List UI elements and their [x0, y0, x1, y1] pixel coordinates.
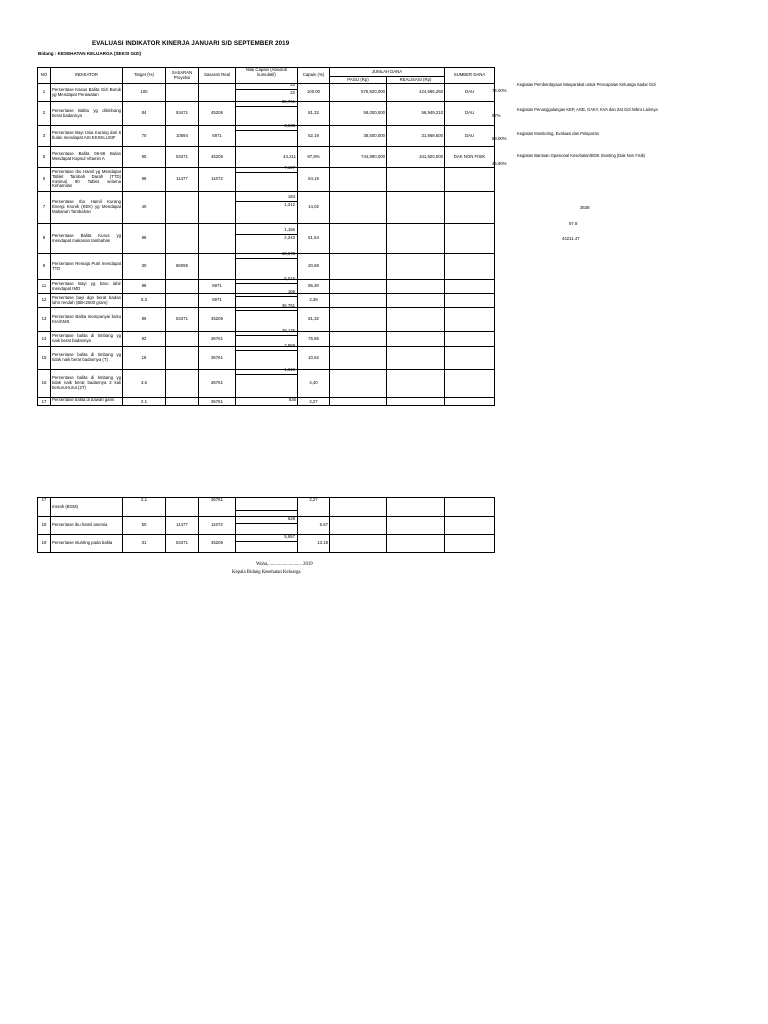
- row-realisasi: 341,920,000: [387, 147, 445, 168]
- col-header-no: NO: [38, 68, 51, 84]
- row-pagu: [330, 398, 387, 406]
- row-realisasi: [387, 370, 445, 398]
- row-pagu: 59,000,000: [330, 102, 387, 126]
- table-row: [38, 224, 495, 254]
- row-indikator: Persentase Ibu Hamil yg Mendapat Tablet Tambah Darah (TTD) minimal 90 Tablet selama Kehamilan: [51, 168, 123, 192]
- row-pagu: [330, 535, 387, 553]
- row-pagu: [330, 498, 387, 517]
- table-row: [38, 370, 495, 398]
- row-target: 86: [123, 308, 166, 332]
- col-header-capain: Capain (%): [298, 68, 330, 84]
- row-sasaran-real: 36761: [199, 498, 236, 517]
- row-sumber-dana: [445, 370, 495, 398]
- side-percentage: 83.00%: [492, 136, 507, 141]
- row-sasaran-proyeksi: [166, 280, 199, 294]
- side-note: Kegiatan Penanggulangan KEP, AGB, GAKY, KVA dan Zat Gizi Mikro Lainnya: [517, 107, 658, 112]
- row-nilai-capain: 836: [236, 398, 298, 406]
- row-target: 88: [123, 280, 166, 294]
- table-row: [38, 332, 495, 347]
- row-sasaran-proyeksi: [166, 498, 199, 517]
- row-sasaran-proyeksi: 53471: [166, 308, 199, 332]
- row-capain: 64,19: [298, 168, 330, 192]
- nilai-numerator: 3,638: [284, 123, 295, 128]
- row-sasaran-proyeksi: [166, 224, 199, 254]
- row-sasaran-real: 11072: [199, 168, 236, 192]
- side-percentage: 45.90%: [492, 161, 507, 166]
- row-sasaran-proyeksi: [166, 332, 199, 347]
- nilai-denominator: 1,312: [284, 202, 295, 207]
- nilai-numerator: 628: [287, 516, 295, 521]
- table-row: [38, 347, 495, 370]
- row-realisasi: [387, 308, 445, 332]
- row-sasaran-real: 45206: [199, 102, 236, 126]
- row-sumber-dana: [445, 398, 495, 406]
- row-sumber-dana: [445, 517, 495, 535]
- row-sasaran-proyeksi: [166, 347, 199, 370]
- row-realisasi: [387, 280, 445, 294]
- row-sumber-dana: DAU: [445, 102, 495, 126]
- row-realisasi: [387, 535, 445, 553]
- nilai-numerator: 13,678: [281, 251, 295, 256]
- row-realisasi: 56,949,210: [387, 102, 445, 126]
- row-realisasi: [387, 294, 445, 308]
- row-sasaran-real: 36761: [199, 398, 236, 406]
- row-target: 88: [123, 224, 166, 254]
- row-indikator: Persentase Ibu Hamil Kurang Energi Kronik (KEK) yg Mendapat Makanan Tambahan: [51, 192, 123, 224]
- row-capain: 4,40: [298, 370, 330, 398]
- row-sasaran-real: 6971: [199, 280, 236, 294]
- col-header-realisasi: REALISASI (Rp): [387, 77, 445, 84]
- col-header-nilai-capain: Nilai Capain (Absolut/ kumulatif): [236, 68, 298, 84]
- row-sasaran-real: 6971: [199, 126, 236, 147]
- nilai-capain-cell: [236, 517, 298, 535]
- row-no: 2: [38, 102, 51, 126]
- fraction-line: [236, 89, 297, 90]
- row-sasaran-proyeksi: [166, 294, 199, 308]
- nilai-numerator: 28,176: [281, 328, 295, 333]
- fraction-line: [236, 283, 297, 284]
- row-sasaran-proyeksi: [166, 84, 199, 102]
- table-row: [38, 308, 495, 332]
- fraction-line: [236, 296, 297, 297]
- row-sumber-dana: [445, 535, 495, 553]
- row-no: 19: [38, 535, 51, 553]
- fraction-line: [236, 350, 297, 351]
- table-row: [38, 168, 495, 192]
- row-target: 31: [123, 535, 166, 553]
- row-sumber-dana: [445, 332, 495, 347]
- row-indikator: Persentase Kasus Balita Gizi Buruk yg Mendapat Perawatan: [51, 84, 123, 102]
- row-pagu: [330, 294, 387, 308]
- nilai-numerator: 1,618: [284, 367, 295, 372]
- table-row: [38, 102, 495, 126]
- row-realisasi: [387, 332, 445, 347]
- row-sasaran-real: [199, 84, 236, 102]
- col-header-indikator: INDIKATOR: [51, 68, 123, 84]
- row-no: 7: [38, 192, 51, 224]
- row-realisasi: [387, 517, 445, 535]
- row-realisasi: [387, 398, 445, 406]
- row-realisasi: [387, 224, 445, 254]
- row-capain: 2,38: [298, 294, 330, 308]
- row-no: 11: [38, 280, 51, 294]
- row-sumber-dana: [445, 192, 495, 224]
- row-pagu: [330, 192, 387, 224]
- row-sumber-dana: [445, 280, 495, 294]
- row-no: 6: [38, 168, 51, 192]
- row-pagu: [330, 370, 387, 398]
- side-note: Kegiatan Pemberdayaan Masyarakat untuk Pencapaian Keluarga Sadar Gizi: [517, 82, 657, 87]
- row-target: 8.3: [123, 294, 166, 308]
- row-nilai-capain: 44,211: [236, 147, 298, 168]
- misc-number: 3638: [580, 205, 590, 210]
- table-row-partial: [38, 498, 495, 517]
- row-sasaran-real: [199, 192, 236, 224]
- row-sumber-dana: [445, 498, 495, 517]
- row-no: 8: [38, 224, 51, 254]
- row-sasaran-real: 6971: [199, 294, 236, 308]
- col-header-sasaran-proyeksi: SASARAN Proyeksi: [166, 68, 199, 84]
- col-header-sasaran-real: Sasaran Real: [199, 68, 236, 84]
- row-sasaran-proyeksi: 11477: [166, 168, 199, 192]
- row-sasaran-proyeksi: 53471: [166, 147, 199, 168]
- table-row: [38, 84, 495, 102]
- table-row: [38, 517, 495, 535]
- row-indikator: Persentase ibu hamil anemia: [51, 517, 123, 535]
- table-row: [38, 294, 495, 308]
- signature-place-date: Woha,............................ 2019: [256, 562, 313, 567]
- row-no: 1: [38, 84, 51, 102]
- row-indikator: Persentase Balita mempunyai buku KIA/KMS: [51, 308, 123, 332]
- row-capain: 86,30: [298, 280, 330, 294]
- row-capain: 76,65: [298, 332, 330, 347]
- row-indikator: Persentase balita di timbang yg tidak naik berat badannya (T): [51, 347, 123, 370]
- row-realisasi: 31,868,600: [387, 126, 445, 147]
- row-sumber-dana: DAU: [445, 126, 495, 147]
- row-capain: 100.00: [298, 84, 330, 102]
- row-sasaran-proyeksi: [166, 370, 199, 398]
- nilai-numerator: 3,868: [284, 343, 295, 348]
- row-indikator: Persentase Bayi yg baru lahir mendapat IMD: [51, 280, 123, 294]
- row-indikator: Persentase Balita yg ditimbang berat badannya: [51, 102, 123, 126]
- nilai-numerator: 1,156: [284, 227, 295, 232]
- table-row: [38, 126, 495, 147]
- nilai-capain-cell: [236, 165, 298, 192]
- row-sasaran-proyeksi: 11477: [166, 517, 199, 535]
- table-row: [38, 535, 495, 553]
- nilai-denominator: 22: [290, 90, 295, 95]
- nilai-numerator: 6,016: [284, 276, 295, 281]
- table-row: [38, 192, 495, 224]
- row-target: 3.6: [123, 370, 166, 398]
- side-note: Kegiatan Bantuan Opesional Kesehatan/BOK Stunting (Dak Non Fisik): [517, 153, 646, 158]
- nilai-capain-cell: [236, 224, 298, 254]
- row-indikator: Persentase Remaja Putri mendapat TTD: [51, 254, 123, 280]
- fraction-line: [236, 130, 297, 131]
- row-target: 2.1: [123, 498, 166, 517]
- fraction-line: [236, 258, 297, 259]
- row-realisasi: [387, 192, 445, 224]
- row-sasaran-real: 36761: [199, 347, 236, 370]
- row-sumber-dana: [445, 224, 495, 254]
- row-sasaran-real: 45206: [199, 147, 236, 168]
- row-sasaran-real: [199, 224, 236, 254]
- nilai-numerator: 7,107: [284, 165, 295, 170]
- nilai-denominator: 2,243: [284, 235, 295, 240]
- table-row: [38, 147, 495, 168]
- row-pagu: [330, 332, 387, 347]
- row-sasaran-proyeksi: 86095: [166, 254, 199, 280]
- indicator-table: [37, 67, 495, 406]
- nilai-capain-cell: [236, 367, 298, 398]
- table-row-partial: [38, 398, 495, 406]
- row-realisasi: [387, 347, 445, 370]
- row-capain: 5.67: [298, 517, 330, 535]
- row-sasaran-proyeksi: [166, 398, 199, 406]
- side-note: Kegiatan Monitoring, Evaluasi dan Pelaporan: [517, 131, 599, 136]
- row-pagu: [330, 308, 387, 332]
- nilai-numerator: 36,761: [281, 99, 295, 104]
- row-sasaran-proyeksi: 53471: [166, 535, 199, 553]
- page-subtitle: Bidang : KESEHATAN KELUARGA (SEKSI GIZI): [38, 51, 142, 56]
- row-target: 100: [123, 84, 166, 102]
- row-capain: 51,54: [298, 224, 330, 254]
- row-realisasi: [387, 498, 445, 517]
- row-capain: 97,8%: [298, 147, 330, 168]
- nilai-capain-cell: [236, 498, 298, 517]
- row-sasaran-real: 11072: [199, 517, 236, 535]
- indicator-table-continued: [37, 497, 495, 553]
- row-indikator: merah (BGM): [51, 498, 123, 517]
- fraction-line: [236, 541, 297, 542]
- row-target: 40: [123, 192, 166, 224]
- side-percentage: 74.00%: [492, 88, 507, 93]
- row-pagu: [330, 280, 387, 294]
- row-realisasi: [387, 254, 445, 280]
- row-target: 70: [123, 126, 166, 147]
- row-capain: 14,02: [298, 192, 330, 224]
- row-target: 50: [123, 517, 166, 535]
- row-no: 5: [38, 147, 51, 168]
- row-sumber-dana: DAU: [445, 84, 495, 102]
- row-capain: 10,52: [298, 347, 330, 370]
- side-percentage: 97%: [492, 113, 501, 118]
- row-target: 30: [123, 254, 166, 280]
- row-sasaran-real: 36761: [199, 332, 236, 347]
- row-target: 18: [123, 347, 166, 370]
- row-capain: 81,32: [298, 308, 330, 332]
- row-realisasi: [387, 168, 445, 192]
- row-pagu: 576,920,000: [330, 84, 387, 102]
- row-indikator: Persentase Balita Kurus yg mendapat makanan tambahan: [51, 224, 123, 254]
- row-sasaran-proyeksi: [166, 192, 199, 224]
- fraction-line: [236, 106, 297, 107]
- fraction-line: [236, 374, 297, 375]
- row-sumber-dana: [445, 254, 495, 280]
- row-capain: 13.18: [298, 535, 330, 553]
- row-indikator: Persentase Balita 06-59 Bulan Mendapat Kapsul Vitamin A: [51, 147, 123, 168]
- row-no: 13: [38, 308, 51, 332]
- row-pagu: [330, 517, 387, 535]
- col-header-jumlah-dana: JUMLAH DANA: [330, 68, 445, 77]
- row-capain: 2,27: [298, 498, 330, 517]
- row-sasaran-real: 45206: [199, 535, 236, 553]
- nilai-capain-cell: [236, 192, 298, 224]
- nilai-numerator: 5,957: [284, 534, 295, 539]
- row-target: 95: [123, 147, 166, 168]
- row-target: 2.1: [123, 398, 166, 406]
- row-pagu: [330, 224, 387, 254]
- row-sasaran-real: 45206: [199, 308, 236, 332]
- row-capain: 20,69: [298, 254, 330, 280]
- row-no: 9: [38, 254, 51, 280]
- nilai-capain-cell: [236, 535, 298, 553]
- row-target: 98: [123, 168, 166, 192]
- row-sumber-dana: [445, 168, 495, 192]
- row-sasaran-proyeksi: 10694: [166, 126, 199, 147]
- row-realisasi: 424,686,250: [387, 84, 445, 102]
- fraction-line: [236, 310, 297, 311]
- row-pagu: [330, 254, 387, 280]
- col-header-pagu: PAGU (Rp): [330, 77, 387, 84]
- row-target: 82: [123, 332, 166, 347]
- fraction-line: [236, 335, 297, 336]
- row-pagu: 744,890,000: [330, 147, 387, 168]
- page-title: EVALUASI INDIKATOR KINERJA JANUARI S/D SEPTEMBER 2019: [92, 40, 290, 47]
- table-row: [38, 280, 495, 294]
- signature-position: Kepala Bidang Kesehatan Keluarga: [232, 570, 301, 575]
- row-capain: 2,27: [298, 398, 330, 406]
- fraction-line: [236, 172, 297, 173]
- row-no: 17: [38, 398, 51, 406]
- row-sasaran-proyeksi: 53471: [166, 102, 199, 126]
- row-pagu: [330, 168, 387, 192]
- row-pagu: [330, 347, 387, 370]
- row-capain: 52,19: [298, 126, 330, 147]
- col-header-sumber-dana: SUMBER DANA: [445, 68, 495, 84]
- misc-number: 97.8: [569, 221, 578, 226]
- row-indikator: Persentase balita di bawah garis: [51, 398, 123, 406]
- row-sasaran-real: [199, 254, 236, 280]
- fraction-line: [236, 523, 297, 524]
- nilai-numerator: 36,761: [281, 303, 295, 308]
- row-indikator: Persentase bayi dgn berat badan lahir rendah (BB<2500 gram): [51, 294, 123, 308]
- row-sumber-dana: [445, 294, 495, 308]
- row-target: 84: [123, 102, 166, 126]
- row-no: 14: [38, 332, 51, 347]
- row-no: 18: [38, 517, 51, 535]
- row-indikator: Persentase Bayi Usia Kurang dari 6 bulan mendapat ASI EKSKLUSIF: [51, 126, 123, 147]
- nilai-numerator: 22: [290, 82, 295, 87]
- row-no: 12: [38, 294, 51, 308]
- row-indikator: Persentase balita di timbang yg tidak naik berat badannya 2 kali berturut-turut (2T): [51, 370, 123, 398]
- table-row: [38, 254, 495, 280]
- row-indikator: Persentase balita di timbang yg naik berat badannya: [51, 332, 123, 347]
- fraction-line: [236, 510, 297, 511]
- col-header-target: Target (%): [123, 68, 166, 84]
- row-sumber-dana: DAK NON FISIK: [445, 147, 495, 168]
- row-no: 16: [38, 370, 51, 398]
- row-sumber-dana: [445, 308, 495, 332]
- row-sumber-dana: [445, 347, 495, 370]
- row-no: 17: [38, 498, 51, 517]
- row-capain: 81,32: [298, 102, 330, 126]
- nilai-numerator: 166: [287, 289, 295, 294]
- row-pagu: 38,500,000: [330, 126, 387, 147]
- misc-number: 44211.47: [562, 236, 580, 241]
- nilai-capain-cell: [236, 123, 298, 147]
- nilai-capain-cell: [236, 99, 298, 126]
- row-no: 15: [38, 347, 51, 370]
- row-no: 3: [38, 126, 51, 147]
- row-sasaran-real: 36761: [199, 370, 236, 398]
- nilai-numerator: 184: [287, 194, 295, 199]
- row-indikator: Persentase stunting pada balita: [51, 535, 123, 553]
